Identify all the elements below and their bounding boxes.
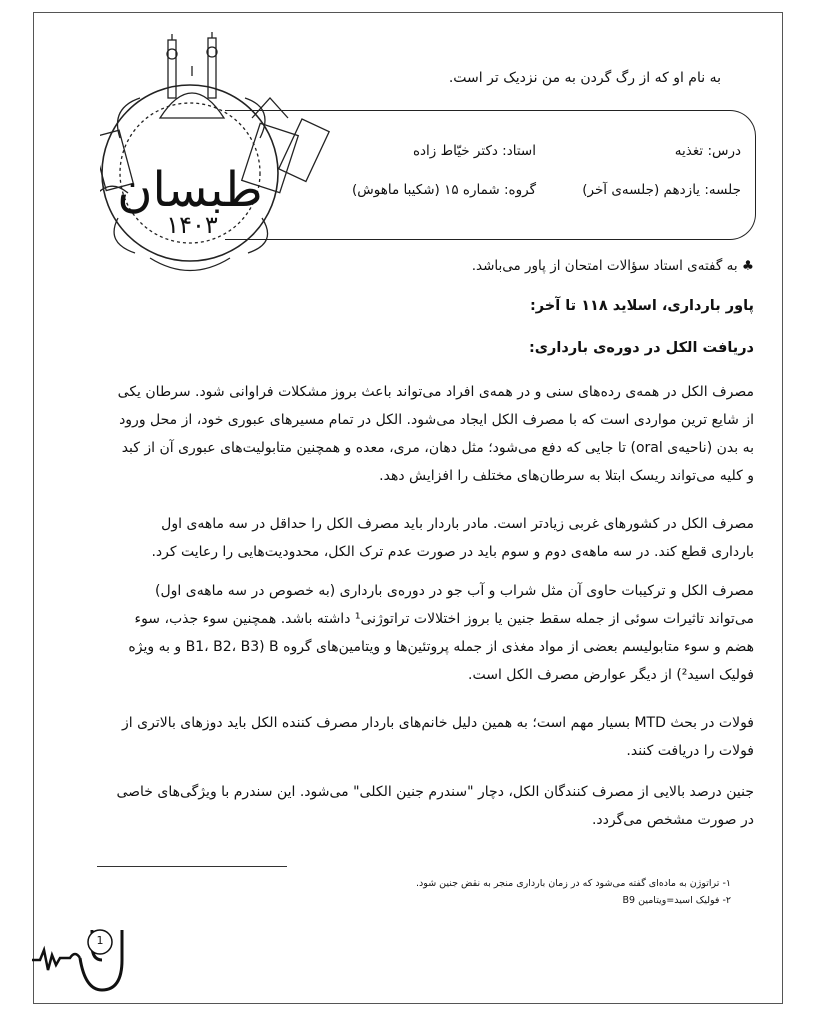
club-icon: ♣ bbox=[741, 258, 754, 274]
footnote-2: ۲- فولیک اسید=ویتامین B9 bbox=[622, 895, 731, 906]
footnote-divider bbox=[97, 866, 287, 867]
header-box bbox=[225, 110, 756, 240]
paragraph-3: مصرف الکل و ترکیبات حاوی آن مثل شراب و آب جو در دوره‌ی بارداری (به خصوص در سه ماهه‌ی اول) می‌تواند تاثیرات سوئی از جمله سقط جنین یا بروز اختلالات تراتوژنی¹ داشته باشد. همچنین سوء جذب، سوء هضم و سوء متابولیسم بعضی از مواد مغذی از جمله پروتئین‌ها و ویتامین‌های گروه B (B1، B2، B3 و به ویژه فولیک اسید²) از دیگر عوارض مصرف الکل است. bbox=[128, 583, 754, 683]
logo-text: طبسان bbox=[117, 162, 263, 218]
note-text: به گفته‌ی استاد سؤالات امتحان از پاور می‌باشد. bbox=[471, 258, 738, 274]
section-heading-2: دریافت الکل در دوره‌ی بارداری: bbox=[528, 340, 754, 356]
paragraph-4: فولات در بحث MTD بسیار مهم است؛ به همین دلیل خانم‌های باردار مصرف کننده الکل باید دوزهای بالاتری از فولات را دریافت کنند. bbox=[122, 715, 754, 759]
professor-label: استاد: دکتر خیّاط زاده bbox=[412, 143, 536, 159]
session-label: جلسه: یازدهم (جلسه‌ی آخر) bbox=[582, 182, 741, 198]
page-number: 1 bbox=[96, 934, 104, 947]
paragraph-5: جنین درصد بالایی از مصرف کنندگان الکل، دچار "سندرم جنین الکلی" می‌شود. این سندرم با ویژگی‌های خاصی در صورت مشخص می‌گردد. bbox=[116, 784, 754, 828]
section-heading-1: پاور بارداری، اسلاید ۱۱۸ تا آخر: bbox=[529, 298, 754, 314]
paragraph-1: مصرف الکل در همه‌ی رده‌های سنی و در همه‌ی افراد می‌تواند باعث بروز مشکلات فراوانی شود. سرطان یکی از شایع ترین مواردی است که با مصرف الکل ایجاد می‌شود. الکل در تمام مسیرهای عبوری خود، از محل ورود به بدن (ناحیه‌ی oral) تا جایی که دفع می‌شود؛ مثل دهان، مری، معده و همچنین متابولیت‌های عبوری آن از کبد و کلیه می‌تواند ریسک ابتلا به سرطان‌های مختلف را افزایش دهد. bbox=[117, 384, 754, 484]
bismillah-line: به نام او که از رگ گردن به من نزدیک تر است. bbox=[448, 70, 721, 86]
exam-note bbox=[472, 258, 754, 274]
footnote-1: ۱- تراتوژن به ماده‌ای گفته می‌شود که در زمان بارداری منجر به نقض جنین شود. bbox=[416, 878, 731, 889]
group-label: گروه: شماره ۱۵ (شکیبا ماهوش) bbox=[352, 182, 536, 198]
course-label: درس: تغذیه bbox=[674, 143, 741, 159]
paragraph-2: مصرف الکل در کشورهای غربی زیادتر است. مادر باردار باید مصرف الکل را حداقل در سه ماهه‌ی اول بارداری قطع کند. در سه ماهه‌ی دوم و سوم باید در صورت عدم ترک الکل، محدودیت‌هایی را رعایت کرد. bbox=[151, 516, 754, 560]
stethoscope-icon bbox=[30, 920, 140, 1000]
logo-year: ۱۴۰۳ bbox=[166, 211, 218, 239]
